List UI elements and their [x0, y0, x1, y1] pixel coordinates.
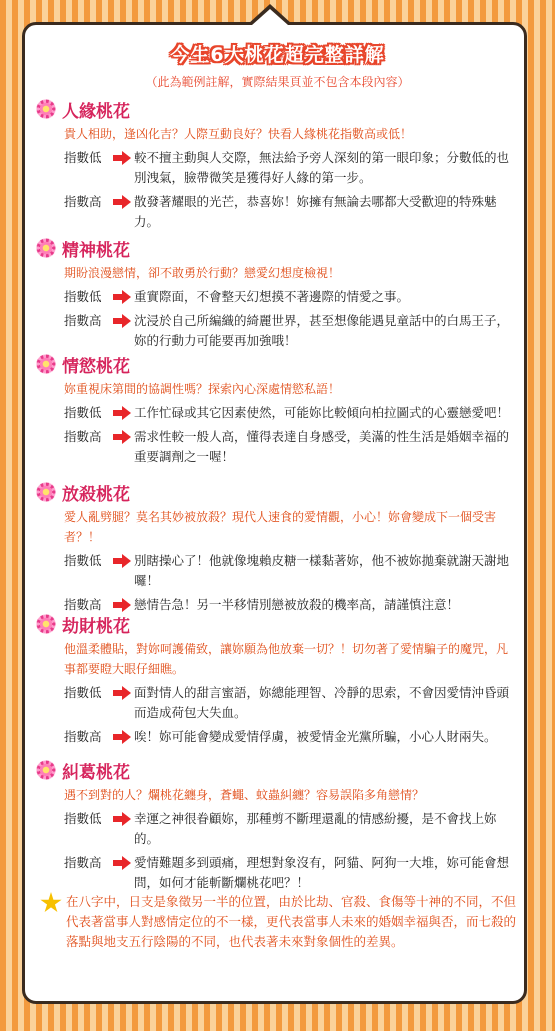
- arrow-right-icon: [110, 192, 134, 212]
- flower-icon: [36, 238, 56, 258]
- index-high-label: 指數高: [64, 313, 102, 328]
- index-high-text: 戀情告急！另一半移情別戀被放殺的機率高，請謹慎注意！: [134, 597, 460, 612]
- index-low-row: [64, 148, 516, 188]
- section-question: 貴人相助，逢凶化吉？人際互動良好？快看人緣桃花指數高或低！: [64, 127, 413, 141]
- arrow-right-icon: [110, 551, 134, 571]
- index-high-text: 沈浸於自己所編織的綺麗世界，甚至想像能遇見童話中的白馬王子，妳的行動力可能要再加強哦！: [134, 313, 510, 348]
- index-high-row: [64, 427, 516, 467]
- section-question: 遇不到對的人？爛桃花纏身，蒼蠅、蚊蟲糾纏？容易誤陷多角戀情？: [64, 788, 425, 802]
- index-high-row: [64, 727, 516, 747]
- index-low-row: [64, 403, 516, 423]
- index-high-text: 唉！妳可能會變成愛情俘虜，被愛情金光黨所騙，小心人財兩失。: [134, 729, 497, 744]
- index-high-label: 指數高: [64, 429, 102, 444]
- flower-icon: [36, 99, 56, 119]
- index-high-row: [64, 311, 516, 351]
- section-jiuge: [36, 757, 516, 893]
- section-header: [36, 235, 516, 261]
- index-high-row: [64, 853, 516, 893]
- section-qingyu: [36, 351, 516, 467]
- arrow-right-icon: [110, 727, 134, 747]
- section-question: 他溫柔體貼，對妳呵護備致，讓妳願為他放棄一切？！切勿著了愛情騙子的魔咒，凡事都要瞪大眼仔細瞧。: [64, 642, 509, 676]
- footer-note: [40, 892, 518, 952]
- card-notch-inner: [252, 9, 288, 25]
- index-low-row: [64, 287, 516, 307]
- arrow-right-icon: [110, 809, 134, 829]
- section-title: 情慾桃花: [62, 356, 130, 377]
- section-question: 愛人亂劈腿？莫名其妙被放殺？現代人速食的愛情觀，小心！妳會變成下一個受害者？！: [64, 510, 497, 544]
- index-high-label: 指數高: [64, 729, 102, 744]
- arrow-right-icon: [110, 683, 134, 703]
- flower-icon: [36, 354, 56, 374]
- section-fangsha: [36, 479, 516, 615]
- section-header: [36, 757, 516, 783]
- section-question: 妳重視床第間的協調性嗎？探索內心深處情慾私語！: [64, 382, 341, 396]
- section-header: [36, 96, 516, 122]
- index-low-text: 較不擅主動與人交際，無法給予旁人深刻的第一眼印象；分數低的也別洩氣，臉帶微笑是獲得好人緣的第一步。: [134, 150, 510, 185]
- section-header: [36, 479, 516, 505]
- index-high-label: 指數高: [64, 855, 102, 870]
- page-title: 今生6大桃花超完整詳解: [170, 44, 385, 66]
- arrow-right-icon: [110, 853, 134, 873]
- section-jingshen: [36, 235, 516, 351]
- index-low-text: 工作忙碌或其它因素使然，可能妳比較傾向柏拉圖式的心靈戀愛吧！: [134, 405, 510, 420]
- index-low-label: 指數低: [64, 685, 102, 700]
- page-subtitle: （此為範例註解，實際結果頁並不包含本段內容）: [145, 75, 410, 89]
- index-high-text: 愛情難題多到頭痛，理想對象沒有，阿貓、阿狗一大堆，妳可能會想問，如何才能斬斷爛桃花吧？！: [134, 855, 510, 890]
- section-title: 精神桃花: [62, 240, 130, 261]
- section-title: 人緣桃花: [62, 101, 130, 122]
- index-low-text: 重實際面，不會整天幻想摸不著邊際的情愛之事。: [134, 289, 410, 304]
- flower-icon: [36, 614, 56, 634]
- index-low-row: [64, 809, 516, 849]
- arrow-right-icon: [110, 287, 134, 307]
- index-high-text: 散發著耀眼的光芒，恭喜妳！妳擁有無論去哪都大受歡迎的特殊魅力。: [134, 194, 497, 229]
- section-jiecai: [36, 611, 516, 747]
- index-low-text: 幸運之神很眷顧妳，那種剪不斷理還亂的情感紛擾，是不會找上妳的。: [134, 811, 497, 846]
- section-header: [36, 611, 516, 637]
- section-renyuan: [36, 96, 516, 232]
- section-title: 放殺桃花: [62, 484, 130, 505]
- index-high-label: 指數高: [64, 194, 102, 209]
- index-high-label: 指數高: [64, 597, 102, 612]
- section-question: 期盼浪漫戀情，卻不敢勇於行動？戀愛幻想度檢視！: [64, 266, 341, 280]
- arrow-right-icon: [110, 427, 134, 447]
- section-title: 糾葛桃花: [62, 762, 130, 783]
- index-low-label: 指數低: [64, 811, 102, 826]
- footer-text: 在八字中，日支是象徵另一半的位置，由於比劫、官殺、食傷等十神的不同，不但代表著當事人對感情定位的不一樣，更代表當事人未來的婚姻幸福與否，而七殺的落點與地支五行陰陽的不同，也代表著未來對象個性的差異。: [66, 894, 517, 949]
- index-low-label: 指數低: [64, 553, 102, 568]
- arrow-right-icon: [110, 403, 134, 423]
- flower-icon: [36, 482, 56, 502]
- index-low-row: [64, 683, 516, 723]
- index-low-label: 指數低: [64, 405, 102, 420]
- index-low-label: 指數低: [64, 150, 102, 165]
- flower-icon: [36, 760, 56, 780]
- star-icon: [40, 892, 62, 914]
- index-low-text: 面對情人的甜言蜜語，妳總能理智、冷靜的思索，不會因愛情沖昏頭而造成荷包大失血。: [134, 685, 510, 720]
- section-title: 劫財桃花: [62, 616, 130, 637]
- index-low-row: [64, 551, 516, 591]
- index-low-label: 指數低: [64, 289, 102, 304]
- index-low-text: 別瞎操心了！他就像塊賴皮糖一樣黏著妳，他不被妳拋棄就謝天謝地囉！: [134, 553, 510, 588]
- index-high-text: 需求性較一般人高，懂得表達自身感受，美滿的性生活是婚姻幸福的重要調劑之一喔！: [134, 429, 510, 464]
- arrow-right-icon: [110, 311, 134, 331]
- index-high-row: [64, 192, 516, 232]
- arrow-right-icon: [110, 148, 134, 168]
- section-header: [36, 351, 516, 377]
